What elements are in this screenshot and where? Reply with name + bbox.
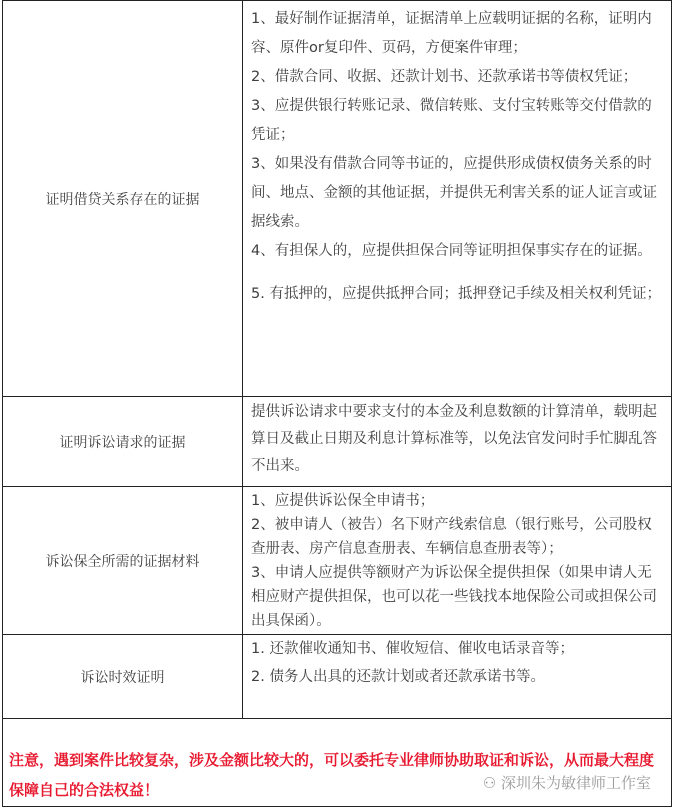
list-item: 1. 还款催收通知书、催收短信、催收电话录音等； [251,641,574,657]
table-row [3,635,671,719]
row-content [243,397,671,486]
row-label: 诉讼时效证明 [3,635,243,718]
list-item: 3、应提供银行转账记录、微信转账、支付宝转账等交付借款的凭证； [251,98,652,143]
list-item: 2、被申请人（被告）名下财产线索信息（银行账号，公司股权查册表、房产信息查册表、车辆信息查册表等）； [251,517,652,557]
note-row [3,719,671,806]
list-item: 3、申请人应提供等额财产为诉讼保全提供担保（如果申请人无相应财产提供担保，也可以花一些钱找本地保险公司或担保公司出具保函）。 [251,565,657,629]
list-item: 4、有担保人的，应提供担保合同等证明担保事实存在的证据。 [251,243,652,259]
wechat-icon: ⚇ [482,774,501,792]
evidence-table [2,0,672,807]
row-content [243,487,671,634]
list-item: 1、最好制作证据清单，证据清单上应载明证据的名称，证明内容、原件or复印件、页码，方便案件审理； [251,11,652,56]
table-row [3,1,671,397]
list-item: 3、如果没有借款合同等书证的，应提供形成债权债务关系的时间、地点、金额的其他证据，并提供无利害关系的证人证言或证据线索。 [251,156,657,230]
row-content [243,635,671,718]
row-label: 证明诉讼请求的证据 [3,397,243,486]
note-text: 注意，遇到案件比较复杂，涉及金额比较大的，可以委托专业律师协助取证和诉讼，从而最大程度保障自己的合法权益！ [9,751,655,799]
watermark: ⚇ 深圳朱为敏律师工作室 [482,774,651,792]
list-item: 1、应提供诉讼保全申请书； [251,493,435,509]
list-item: 2、借款合同、收据、还款计划书、还款承诺书等债权凭证； [251,69,638,85]
table-row [3,487,671,635]
row-content [243,1,671,396]
row-label: 证明借贷关系存在的证据 [3,1,243,396]
table-row [3,397,671,487]
list-item: 5. 有抵押的，应提供抵押合同；抵押登记手续及相关权利凭证； [251,286,661,302]
row-label: 诉讼保全所需的证据材料 [3,487,243,634]
list-item: 2. 债务人出具的还款计划或者还款承诺书等。 [251,669,545,685]
list-item: 提供诉讼请求中要求支付的本金及利息数额的计算清单，载明起算日及截止日期及利息计算标准等，以免法官发问时手忙脚乱答不出来。 [251,404,657,474]
